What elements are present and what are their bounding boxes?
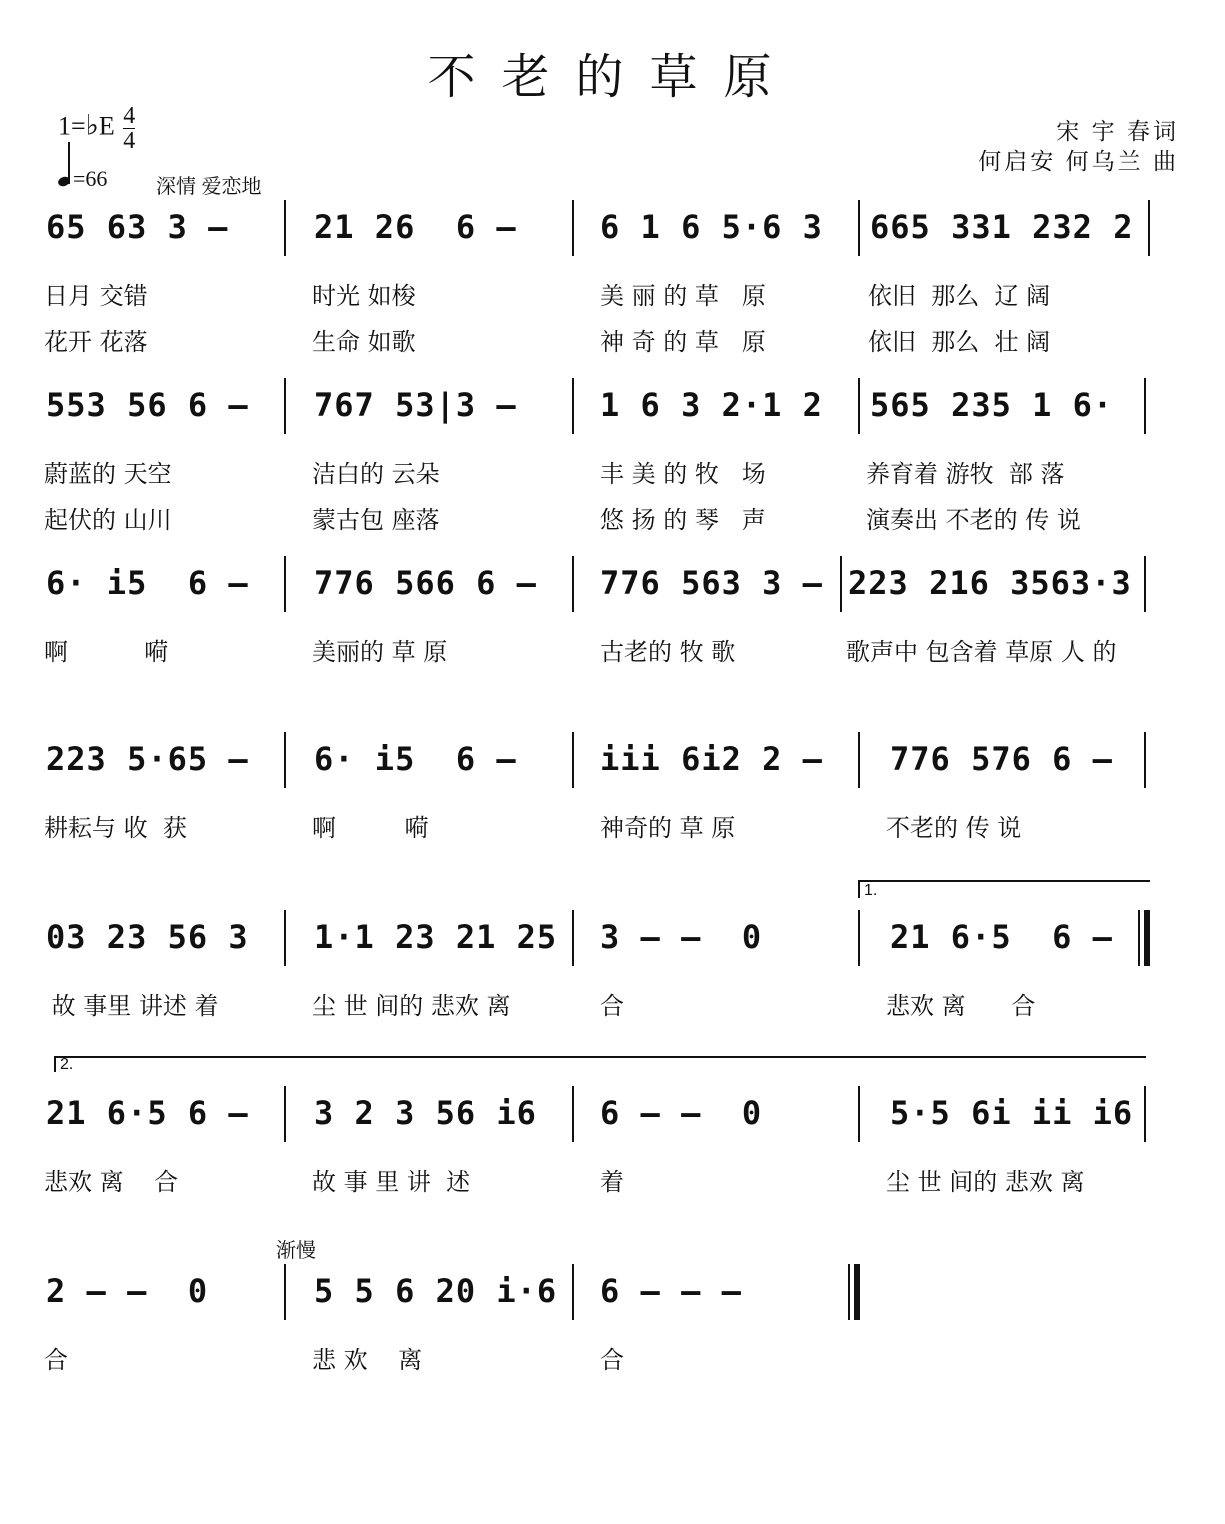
barline	[1144, 732, 1146, 788]
measure: 6 1 6 5·6 3	[600, 208, 823, 246]
measure: 6· i5 6 –	[46, 564, 249, 602]
lyricist: 宋 宇 春词	[1056, 118, 1179, 144]
lyric: 尘 世 间的 悲欢 离	[312, 992, 511, 1020]
lyric: 神 奇 的 草 原	[600, 328, 766, 356]
measure: 6 – – 0	[600, 1094, 763, 1132]
ritardando-marking: 渐慢	[276, 1240, 316, 1262]
measure: 553 56 6 –	[46, 386, 249, 424]
measure: 65 63 3 –	[46, 208, 229, 246]
measure: 776 566 6 –	[314, 564, 537, 602]
key-letter: E	[98, 111, 115, 141]
barline	[572, 732, 574, 788]
barline	[840, 556, 842, 612]
lyric: 悲 欢 离	[312, 1346, 423, 1374]
measure: 223 5·65 –	[46, 740, 249, 778]
measure: 1 6 3 2·1 2	[600, 386, 823, 424]
page-title: 不老的草原	[427, 49, 798, 105]
measure: iii 6i2 2 –	[600, 740, 823, 778]
barline	[284, 200, 286, 256]
barline	[572, 200, 574, 256]
second-ending-bracket	[54, 1056, 100, 1072]
measure: 03 23 56 3	[46, 918, 249, 956]
time-signature	[123, 104, 135, 153]
barline	[572, 378, 574, 434]
lyric: 养育着 游牧 部 落	[866, 460, 1065, 488]
barline	[858, 732, 860, 788]
first-ending-label: 1.	[864, 882, 878, 899]
lyric: 着	[600, 1168, 624, 1196]
first-ending-bracket	[858, 880, 1150, 898]
measure: 6 – – –	[600, 1272, 742, 1310]
lyric: 美丽的 草 原	[312, 638, 448, 666]
lyric: 合	[600, 1346, 624, 1374]
measure: 3 – – 0	[600, 918, 763, 956]
measure: 776 563 3 –	[600, 564, 823, 602]
lyric: 依旧 那么 壮 阔	[868, 328, 1051, 356]
composer: 何启安 何乌兰 曲	[978, 148, 1179, 174]
barline	[1148, 200, 1150, 256]
measure: 776 576 6 –	[890, 740, 1113, 778]
credits	[978, 116, 1179, 176]
measure: 21 6·5 6 –	[890, 918, 1113, 956]
barline	[858, 378, 860, 434]
barline	[284, 1264, 286, 1320]
barline	[284, 1086, 286, 1142]
tempo-marking	[58, 166, 107, 192]
lyric: 丰 美 的 牧 场	[600, 460, 766, 488]
measure: 6· i5 6 –	[314, 740, 517, 778]
measure: 665 331 232 2	[870, 208, 1134, 246]
lyric: 蔚蓝的 天空	[44, 460, 172, 488]
barline	[1144, 556, 1146, 612]
lyric: 悲欢 离 合	[886, 992, 1036, 1020]
meter-top: 4	[123, 103, 136, 129]
measure: 3 2 3 56 i6	[314, 1094, 537, 1132]
lyric: 啊 嗬	[312, 814, 429, 842]
measure: 1·1 23 21 25	[314, 918, 558, 956]
lyric: 依旧 那么 辽 阔	[868, 282, 1051, 310]
repeat-end-barline	[1144, 910, 1150, 966]
barline	[284, 732, 286, 788]
meter-bottom: 4	[123, 128, 136, 154]
measure: 5 5 6 20 i·6	[314, 1272, 558, 1310]
lyric: 日月 交错	[44, 282, 148, 310]
barline	[284, 378, 286, 434]
measure: 21 6·5 6 –	[46, 1094, 249, 1132]
lyric: 故 事 里 讲 述	[312, 1168, 471, 1196]
lyric: 神奇的 草 原	[600, 814, 736, 842]
lyric: 尘 世 间的 悲欢 离	[886, 1168, 1085, 1196]
lyric: 古老的 牧 歌	[600, 638, 736, 666]
lyric: 歌声中 包含着 草原 人 的	[846, 638, 1117, 666]
second-ending-line	[54, 1056, 1146, 1058]
lyric: 合	[600, 992, 624, 1020]
barline	[858, 1086, 860, 1142]
key-prefix: 1=	[58, 111, 86, 141]
lyric: 时光 如梭	[312, 282, 416, 310]
barline	[858, 200, 860, 256]
second-ending-label: 2.	[60, 1056, 74, 1073]
barline	[284, 556, 286, 612]
measure: 2 – – 0	[46, 1272, 209, 1310]
barline	[572, 1086, 574, 1142]
measure: 5·5 6i ii i6	[890, 1094, 1134, 1132]
flat-icon: ♭	[85, 110, 99, 142]
measure: 21 26 6 –	[314, 208, 517, 246]
lyric: 啊 嗬	[44, 638, 169, 666]
lyric: 合	[44, 1346, 68, 1374]
barline	[858, 910, 860, 966]
measure: 565 235 1 6·	[870, 386, 1114, 424]
barline	[1144, 1086, 1146, 1142]
barline	[1138, 910, 1140, 966]
lyric: 花开 花落	[44, 328, 148, 356]
lyric: 起伏的 山川	[44, 506, 172, 534]
lyric: 故 事里 讲述 着	[44, 992, 219, 1020]
lyric: 蒙古包 座落	[312, 506, 440, 534]
measure: 223 216 3563·3	[848, 564, 1132, 602]
barline	[284, 910, 286, 966]
barline	[572, 910, 574, 966]
lyric: 美 丽 的 草 原	[600, 282, 766, 310]
lyric: 耕耘与 收 获	[44, 814, 187, 842]
barline	[572, 1264, 574, 1320]
final-barline-thick	[854, 1264, 860, 1320]
barline	[1144, 378, 1146, 434]
measure: 767 53|3 –	[314, 386, 517, 424]
quarter-note-icon	[57, 175, 71, 188]
final-barline	[848, 1264, 850, 1320]
expression-marking: 深情 爱恋地	[156, 176, 262, 198]
lyric: 演奏出 不老的 传 说	[866, 506, 1081, 534]
tempo-value: =66	[73, 166, 108, 191]
lyric: 悲欢 离 合	[44, 1168, 179, 1196]
lyric: 洁白的 云朵	[312, 460, 440, 488]
lyric: 生命 如歌	[312, 328, 416, 356]
lyric: 悠 扬 的 琴 声	[600, 506, 766, 534]
barline	[572, 556, 574, 612]
lyric: 不老的 传 说	[886, 814, 1022, 842]
